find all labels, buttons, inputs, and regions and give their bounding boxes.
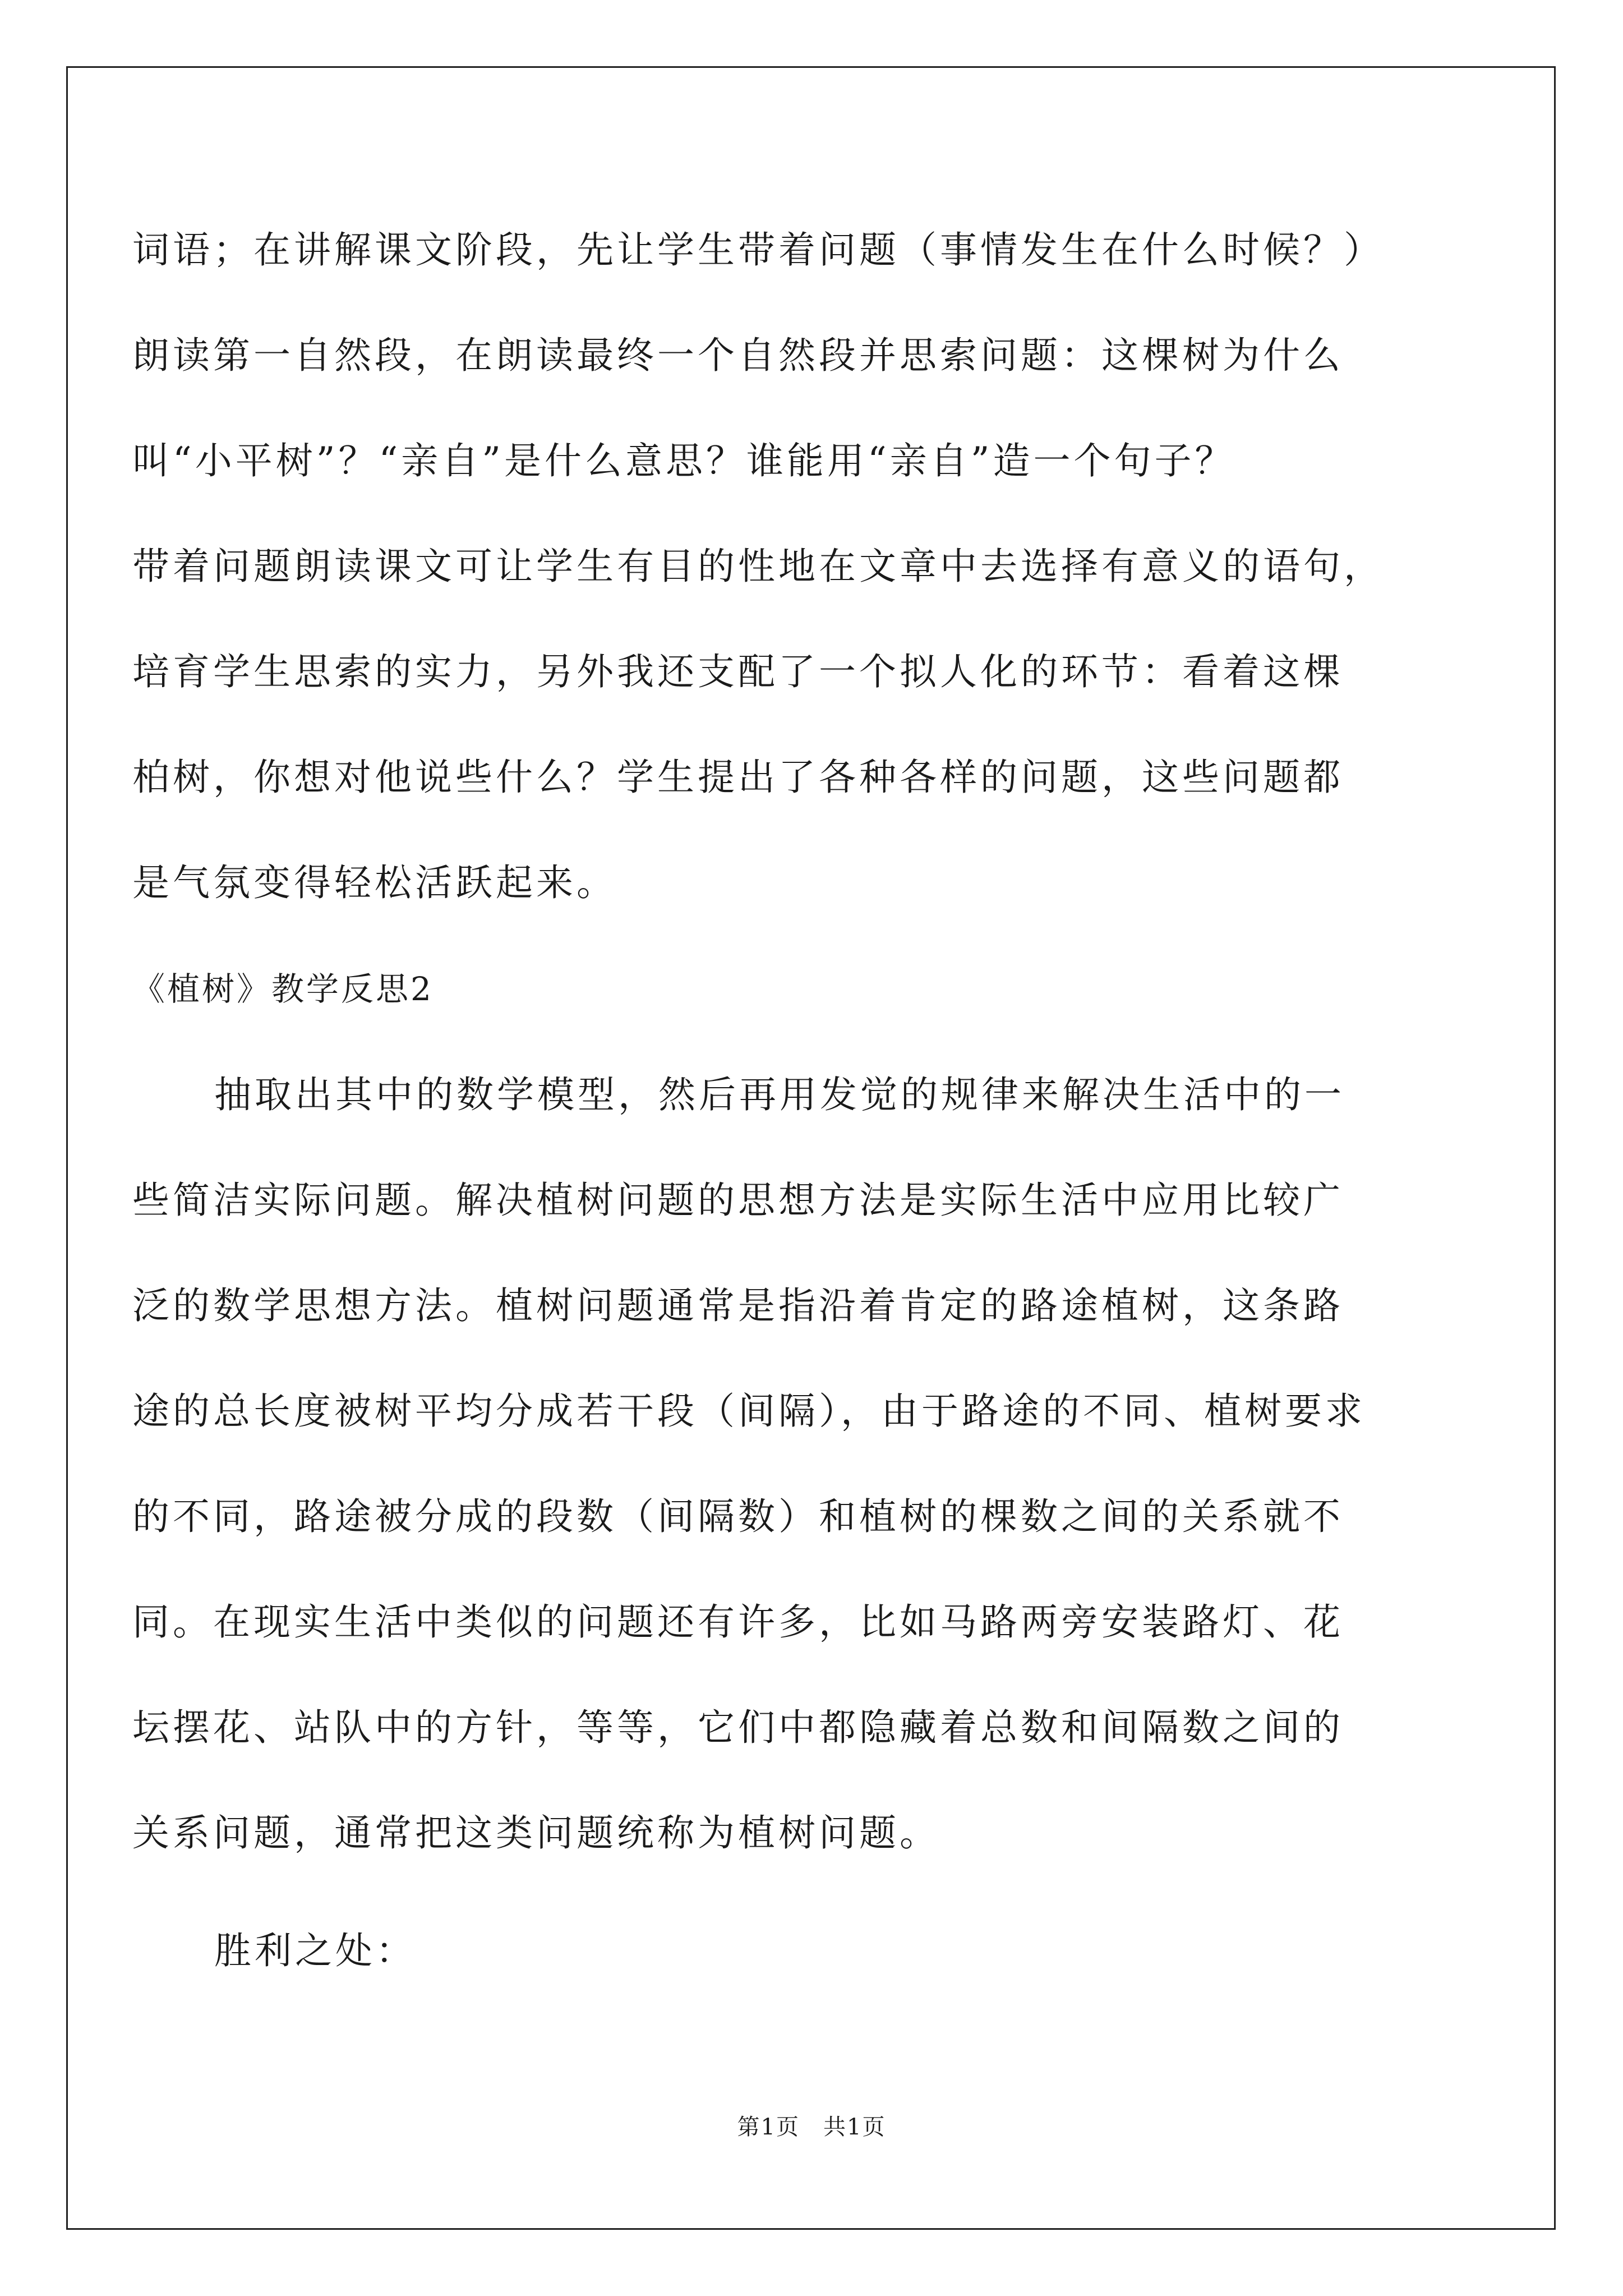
text-line: 同。在现实生活中类似的问题还有许多，比如马路两旁安装路灯、花 bbox=[132, 1600, 1344, 1644]
text-line: 朗读第一自然段，在朗读最终一个自然段并思索问题：这棵树为什么 bbox=[132, 334, 1344, 377]
page-number: 第1页 共1页 bbox=[737, 2114, 886, 2140]
text-line: 带着问题朗读课文可让学生有目的性地在文章中去选择有意义的语句， bbox=[132, 545, 1384, 588]
section-heading: 《植树》教学反思2 bbox=[132, 970, 434, 1008]
text-line: 叫“小平树”？“亲自”是什么意思？谁能用“亲自”造一个句子？ bbox=[132, 439, 1235, 482]
text-line: 词语；在讲解课文阶段，先让学生带着问题（事情发生在什么时候？） bbox=[132, 228, 1384, 272]
text-line: 关系问题，通常把这类问题统称为植树问题。 bbox=[132, 1811, 940, 1855]
text-line: 抽取出其中的数学模型，然后再用发觉的规律来解决生活中的一 bbox=[214, 1073, 1345, 1116]
text-line: 途的总长度被树平均分成若干段（间隔），由于路途的不同、植树要求 bbox=[132, 1389, 1366, 1433]
text-line: 柏树，你想对他说些什么？学生提出了各种各样的问题，这些问题都 bbox=[132, 756, 1344, 799]
text-line: 培育学生思索的实力，另外我还支配了一个拟人化的环节：看着这棵 bbox=[132, 650, 1344, 693]
text-line: 坛摆花、站队中的方针，等等，它们中都隐藏着总数和间隔数之间的 bbox=[132, 1706, 1344, 1749]
text-line: 是气氛变得轻松活跃起来。 bbox=[132, 861, 617, 904]
text-line: 泛的数学思想方法。植树问题通常是指沿着肯定的路途植树，这条路 bbox=[132, 1284, 1344, 1327]
text-line: 胜利之处： bbox=[214, 1929, 416, 1972]
page-border bbox=[66, 66, 1556, 2230]
text-line: 的不同，路途被分成的段数（间隔数）和植树的棵数之间的关系就不 bbox=[132, 1495, 1344, 1538]
text-line: 些简洁实际问题。解决植树问题的思想方法是实际生活中应用比较广 bbox=[132, 1179, 1344, 1222]
